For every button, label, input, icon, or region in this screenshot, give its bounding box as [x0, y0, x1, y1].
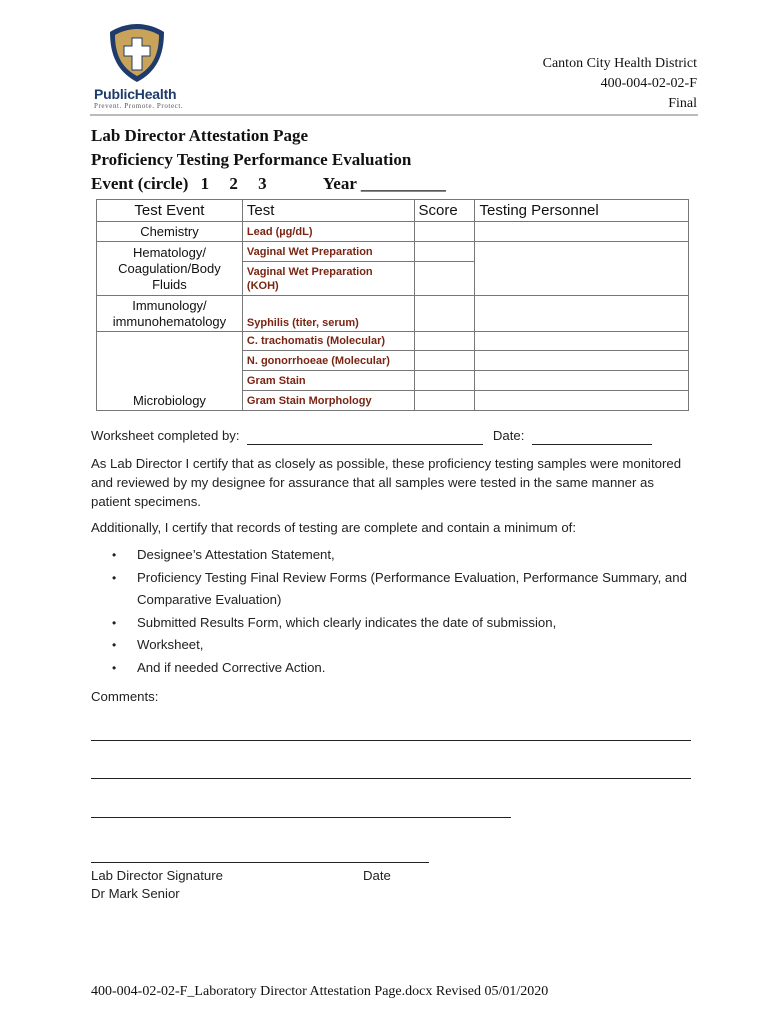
list-item-text: Designee’s Attestation Statement, [137, 547, 335, 562]
logo-tagline: Prevent. Promote. Protect. [94, 102, 184, 110]
test-vaginal-wet-prep-koh [242, 262, 414, 296]
test-vaginal-wet-prep: Vaginal Wet Preparation [242, 242, 414, 262]
org-name: Canton City Health District [542, 56, 697, 71]
header-testing-personnel: Testing Personnel [475, 200, 689, 222]
test-gram-stain-morphology: Gram Stain Morphology [242, 391, 414, 411]
comment-line-3[interactable] [91, 817, 511, 818]
records-list [112, 544, 707, 679]
score-cell[interactable] [414, 332, 475, 351]
test-koh-line2: (KOH) [246, 279, 279, 292]
page-title-block [91, 124, 446, 196]
signature-line[interactable] [91, 862, 429, 863]
test-lead: Lead (µg/dL) [242, 222, 414, 242]
event-option-2[interactable]: 2 [229, 174, 238, 193]
category-hematology [97, 242, 243, 296]
attestation-paragraph: As Lab Director I certify that as closely as possible, these proficiency testing samples were monitored and reviewed by my designee for assurance that all samples were tested in the same manner as patient specimens. [91, 456, 682, 509]
bullet-icon: • [112, 570, 117, 585]
comment-line-1[interactable] [91, 740, 691, 741]
personnel-cell[interactable] [475, 242, 689, 296]
doc-number: 400-004-02-02-F [600, 76, 697, 91]
director-name: Dr Mark Senior [91, 886, 180, 901]
worksheet-completed-row [91, 426, 652, 445]
test-c-trachomatis: C. trachomatis (Molecular) [242, 332, 414, 351]
worksheet-completed-label: Worksheet completed by: [91, 428, 240, 443]
year-field[interactable]: Year __________ [322, 174, 446, 193]
worksheet-date-label: Date: [492, 428, 525, 443]
shield-cross-icon [108, 22, 166, 84]
header-test: Test [242, 200, 414, 222]
list-item-text: Submitted Results Form, which clearly indicates the date of submission, [137, 614, 557, 630]
list-item [112, 634, 707, 657]
category-hematology-line2: Coagulation/Body [118, 260, 221, 276]
page-subtitle: Proficiency Testing Performance Evaluation [91, 150, 412, 169]
signature-date-label: Date [363, 868, 391, 883]
comment-line-2[interactable] [91, 778, 691, 779]
document-footer: 400-004-02-02-F_Laboratory Director Attestation Page.docx Revised 05/01/2020 [91, 984, 549, 999]
logo-brand: PublicHealth [94, 86, 177, 102]
table-row [97, 242, 689, 262]
test-gram-stain: Gram Stain [242, 371, 414, 391]
list-item [112, 612, 707, 635]
document-header [543, 54, 697, 114]
category-microbiology: Microbiology [97, 332, 243, 411]
signature-label: Lab Director Signature [91, 868, 223, 883]
category-hematology-line3: Fluids [152, 276, 187, 292]
test-n-gonorrhoeae: N. gonorrhoeae (Molecular) [242, 351, 414, 371]
header-divider [90, 114, 698, 116]
header-test-event: Test Event [97, 200, 243, 222]
category-chemistry: Chemistry [97, 222, 243, 242]
personnel-cell[interactable] [475, 296, 689, 332]
event-option-3[interactable]: 3 [258, 174, 267, 193]
category-immunology-line1: Immunology/ [132, 297, 207, 313]
public-health-logo [90, 22, 200, 108]
list-item [112, 567, 707, 612]
list-item [112, 544, 707, 567]
table-row [97, 332, 689, 351]
personnel-cell[interactable] [475, 222, 689, 242]
worksheet-completed-by-field[interactable] [247, 430, 483, 445]
list-item-text: Proficiency Testing Final Review Forms (Performance Evaluation, Performance Summary, and Comparative Evaluation) [137, 569, 687, 607]
bullet-icon: • [112, 548, 117, 562]
personnel-cell[interactable] [475, 371, 689, 391]
category-immunology [97, 296, 243, 332]
score-cell[interactable] [414, 262, 475, 296]
table-row [97, 296, 689, 332]
personnel-cell[interactable] [475, 351, 689, 371]
score-cell[interactable] [414, 371, 475, 391]
test-koh-line1: Vaginal Wet Preparation [246, 265, 373, 278]
test-syphilis: Syphilis (titer, serum) [242, 296, 414, 332]
event-option-1[interactable]: 1 [200, 174, 210, 193]
header-score: Score [414, 200, 475, 222]
proficiency-testing-table [96, 199, 689, 411]
category-immunology-line2: immunohematology [112, 313, 227, 329]
comments-label: Comments: [91, 689, 159, 704]
records-paragraph: Additionally, I certify that records of testing are complete and contain a minimum of: [91, 520, 576, 535]
bullet-icon: • [112, 638, 117, 652]
bullet-icon: • [112, 660, 117, 675]
score-cell[interactable] [414, 351, 475, 371]
event-label: Event (circle) [91, 174, 189, 193]
page-title: Lab Director Attestation Page [91, 126, 309, 145]
list-item [112, 657, 707, 680]
signature-block [91, 862, 431, 903]
score-cell[interactable] [414, 296, 475, 332]
list-item-text: And if needed Corrective Action. [137, 659, 326, 675]
bullet-icon: • [112, 615, 117, 630]
event-selector [91, 172, 446, 196]
table-header-row [97, 200, 689, 222]
doc-status: Final [668, 96, 697, 111]
score-cell[interactable] [414, 391, 475, 411]
list-item-text: Worksheet, [137, 637, 204, 652]
personnel-cell[interactable] [475, 332, 689, 351]
score-cell[interactable] [414, 222, 475, 242]
category-hematology-line1: Hematology/ [132, 244, 206, 260]
personnel-cell[interactable] [475, 391, 689, 411]
table-row [97, 222, 689, 242]
score-cell[interactable] [414, 242, 475, 262]
worksheet-date-field[interactable] [532, 430, 652, 445]
